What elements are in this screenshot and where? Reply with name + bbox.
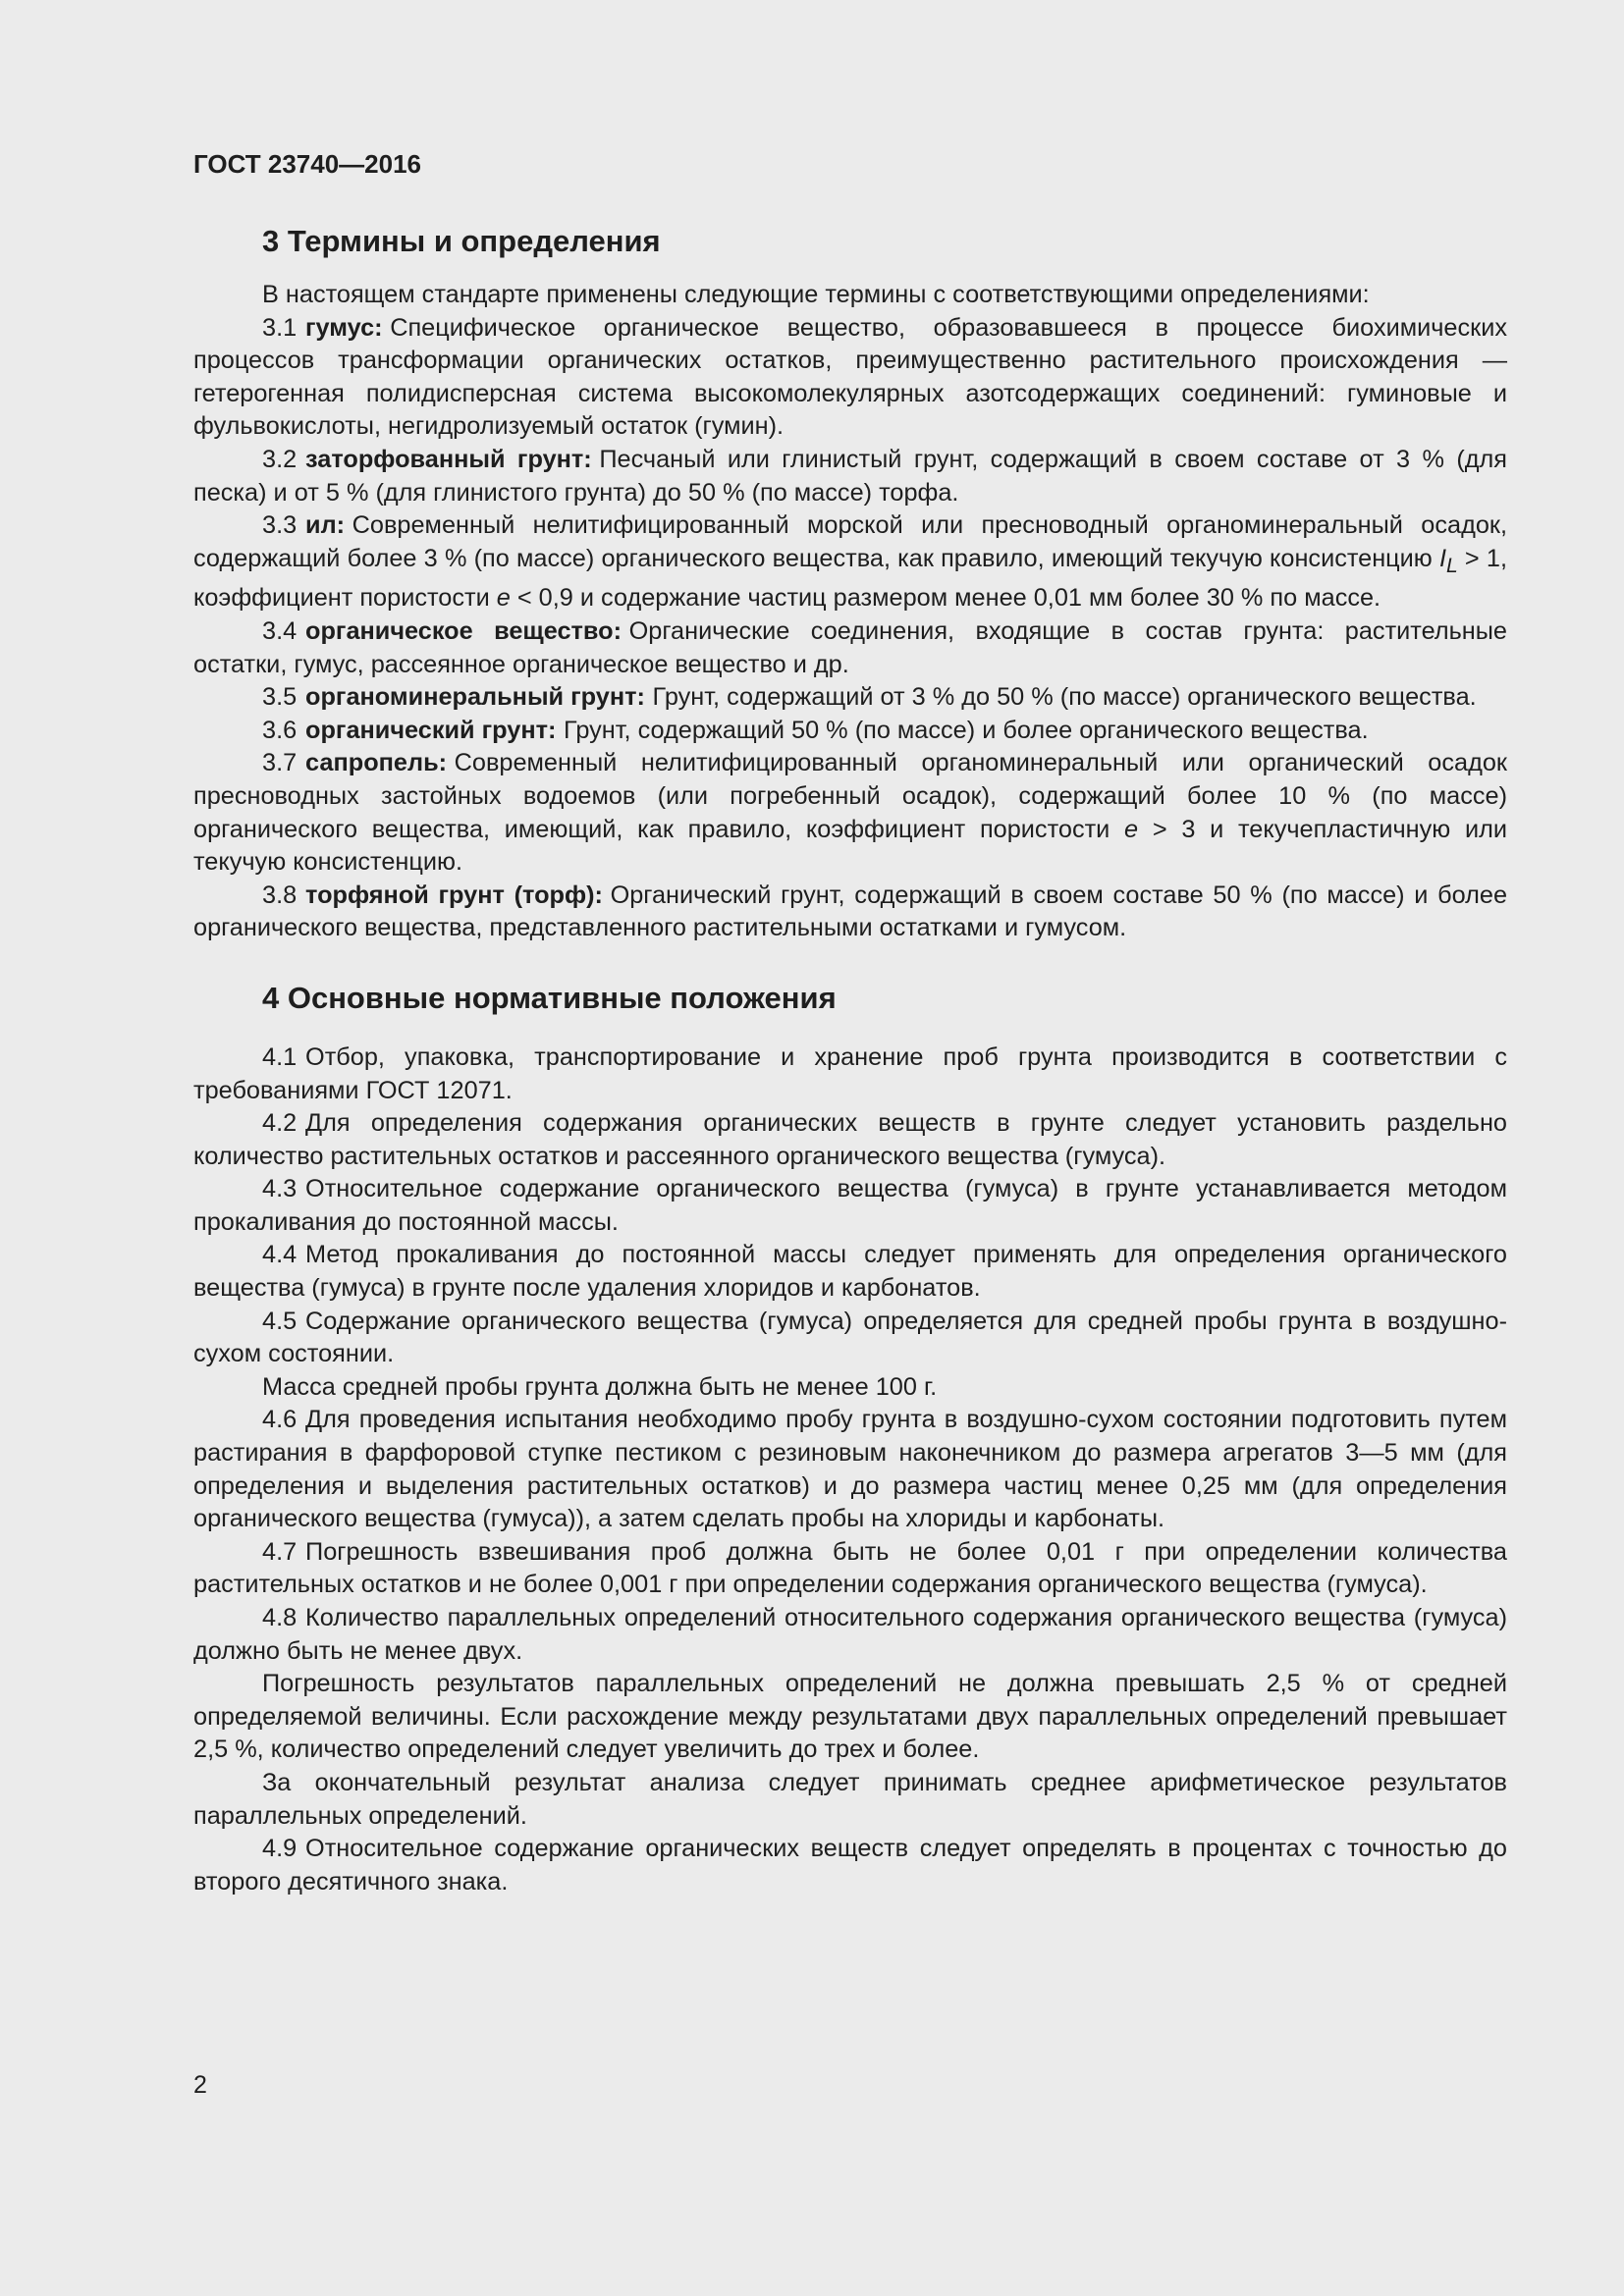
term-definition — [193, 880, 1507, 945]
provision-list — [193, 1041, 1507, 1898]
term-text: Органический грунт, содержащий в своем составе 50 % (по массе) и более органического вещества, представленного растительными остатками и гумусом. — [193, 881, 1508, 942]
clause-number: 3.6 — [262, 716, 298, 744]
section-3 — [193, 222, 1507, 945]
term-text: Органические соединения, входящие в состав грунта: растительные остатки, гумус, рассеянное органическое вещество и др. — [193, 616, 1507, 678]
clause-number: 4.7 — [262, 1537, 298, 1566]
provision-paragraph — [193, 1536, 1507, 1602]
term-name: ил: — [305, 511, 346, 540]
clause-number: 4.6 — [262, 1406, 298, 1434]
term-name: органический грунт: — [305, 716, 557, 744]
provision-paragraph — [193, 1173, 1507, 1239]
provision-text: Погрешность взвешивания проб должна быть не более 0,01 г при определении количества растительных остатков и не более 0,001 г при определении содержания органического вещества (гумуса). — [193, 1537, 1507, 1599]
standard-header: ГОСТ 23740—2016 — [193, 149, 421, 179]
term-text: Грунт, содержащий от 3 % до 50 % (по массе) органического вещества. — [652, 683, 1477, 712]
term-definition — [193, 312, 1507, 444]
provision-paragraph — [193, 1668, 1507, 1767]
clause-number: 4.4 — [262, 1241, 298, 1269]
provision-paragraph — [193, 1404, 1507, 1535]
provision-paragraph — [193, 1306, 1507, 1371]
clause-number: 3.2 — [262, 445, 298, 473]
provision-text: Для определения содержания органических веществ в грунте следует установить раздельно количество растительных остатков и рассеянного органического вещества (гумуса). — [193, 1109, 1507, 1170]
term-name: органическое вещество: — [305, 616, 623, 645]
provision-text: Масса средней пробы грунта должна быть не менее 100 г. — [262, 1372, 938, 1401]
term-definition — [193, 444, 1507, 509]
provision-paragraph — [193, 1602, 1507, 1668]
clause-number: 3.5 — [262, 683, 298, 712]
clause-number: 3.4 — [262, 616, 298, 645]
provision-text: Метод прокаливания до постоянной массы следует применять для определения органического вещества (гумуса) в грунте после удаления хлоридов и карбонатов. — [193, 1241, 1507, 1303]
term-definition — [193, 615, 1507, 681]
provision-paragraph — [193, 1239, 1507, 1305]
term-name: сапропель: — [305, 749, 448, 777]
term-definition — [193, 681, 1507, 715]
term-definition — [193, 509, 1507, 615]
provision-text: Относительное содержание органического вещества (гумуса) в грунте устанавливается методом прокаливания до постоянной массы. — [193, 1175, 1507, 1236]
provision-text: Отбор, упаковка, транспортирование и хранение проб грунта производится в соответствии с требованиями ГОСТ 12071. — [193, 1042, 1507, 1104]
term-text: Специфическое органическое вещество, образовавшееся в процессе биохимических процессов трансформации органических остатков, преимущественно растительного происхождения — гетерогенная полидисперсная система высокомолекулярных азотсодержащих соединений: гуминовые и фульвокислоты, негидролизуемый остаток (гумин). — [193, 313, 1507, 441]
clause-number: 4.1 — [262, 1042, 298, 1071]
provision-text: Количество параллельных определений относительного содержания органического вещества (гумуса) должно быть не менее двух. — [193, 1604, 1507, 1665]
section-4-title: 4 Основные нормативные положения — [262, 980, 837, 1015]
provision-paragraph — [193, 1833, 1507, 1898]
provision-text: Относительное содержание органических веществ следует определять в процентах с точностью до второго десятичного знака. — [193, 1835, 1507, 1896]
term-name: заторфованный грунт: — [305, 445, 592, 473]
clause-number: 3.7 — [262, 749, 298, 777]
term-name: торфяной грунт (торф): — [305, 881, 603, 909]
term-list — [193, 312, 1507, 945]
clause-number: 4.2 — [262, 1109, 298, 1138]
term-text: Современный нелитифицированный морской или пресноводный органоминеральный осадок, содержащий более 3 % (по массе) органического вещества, как правило, имеющий текучую консистенцию $I_L > 1$, коэффициент пористости e < 0,9 и содержание частиц размером менее 0,01 мм более 30 % по массе. — [193, 511, 1507, 613]
provision-paragraph — [193, 1041, 1507, 1107]
clause-number: 3.8 — [262, 881, 298, 909]
clause-number: 4.5 — [262, 1307, 298, 1335]
clause-number: 4.8 — [262, 1604, 298, 1632]
term-definition — [193, 747, 1507, 879]
section-3-intro: В настоящем стандарте применены следующие термины с соответствующими определениями: — [262, 281, 1370, 308]
provision-paragraph — [193, 1371, 1507, 1405]
provision-paragraph — [193, 1107, 1507, 1173]
page-number: 2 — [193, 2071, 207, 2099]
term-definition — [193, 715, 1507, 748]
section-4 — [193, 979, 1507, 1898]
provision-text: За окончательный результат анализа следует принимать среднее арифметическое результатов параллельных определений. — [193, 1768, 1507, 1830]
provision-text: Погрешность результатов параллельных определений не должна превышать 2,5 % от средней определяемой величины. Если расхождение между результатами двух параллельных определений превышает 2,5 %, количество определений следует увеличить до трех и более. — [193, 1670, 1507, 1764]
provision-text: Для проведения испытания необходимо пробу грунта в воздушно-сухом состоянии подготовить путем растирания в фарфоровой ступке пестиком с резиновым наконечником до размера агрегатов 3—5 мм (для определения и выделения растительных остатков) и до размера частиц менее 0,25 мм (для определения органического вещества (гумуса)), а затем сделать пробы на хлориды и карбонаты. — [193, 1406, 1507, 1533]
provision-paragraph — [193, 1767, 1507, 1833]
term-text: Песчаный или глинистый грунт, содержащий в своем составе от 3 % (для песка) и от 5 % (для глинистого грунта) до 50 % (по массе) торфа. — [193, 445, 1507, 507]
clause-number: 4.3 — [262, 1175, 298, 1203]
term-name: гумус: — [305, 313, 383, 342]
term-name: органоминеральный грунт: — [305, 683, 645, 712]
section-3-title: 3 Термины и определения — [262, 224, 661, 258]
term-text: Грунт, содержащий 50 % (по массе) и более органического вещества. — [564, 716, 1369, 744]
clause-number: 4.9 — [262, 1835, 298, 1863]
document-page — [193, 147, 1507, 1898]
clause-number: 3.3 — [262, 511, 298, 540]
clause-number: 3.1 — [262, 313, 298, 342]
provision-text: Содержание органического вещества (гумуса) определяется для средней пробы грунта в воздушно-сухом состоянии. — [193, 1307, 1507, 1368]
term-text: Современный нелитифицированный органоминеральный или органический осадок пресноводных застойных водоемов (или погребенный осадок), содержащий более 10 % (по массе) органического вещества, имеющий, как правило, коэффициент пористости e > 3 и текучепластичную или текучую консистенцию. — [193, 749, 1508, 877]
